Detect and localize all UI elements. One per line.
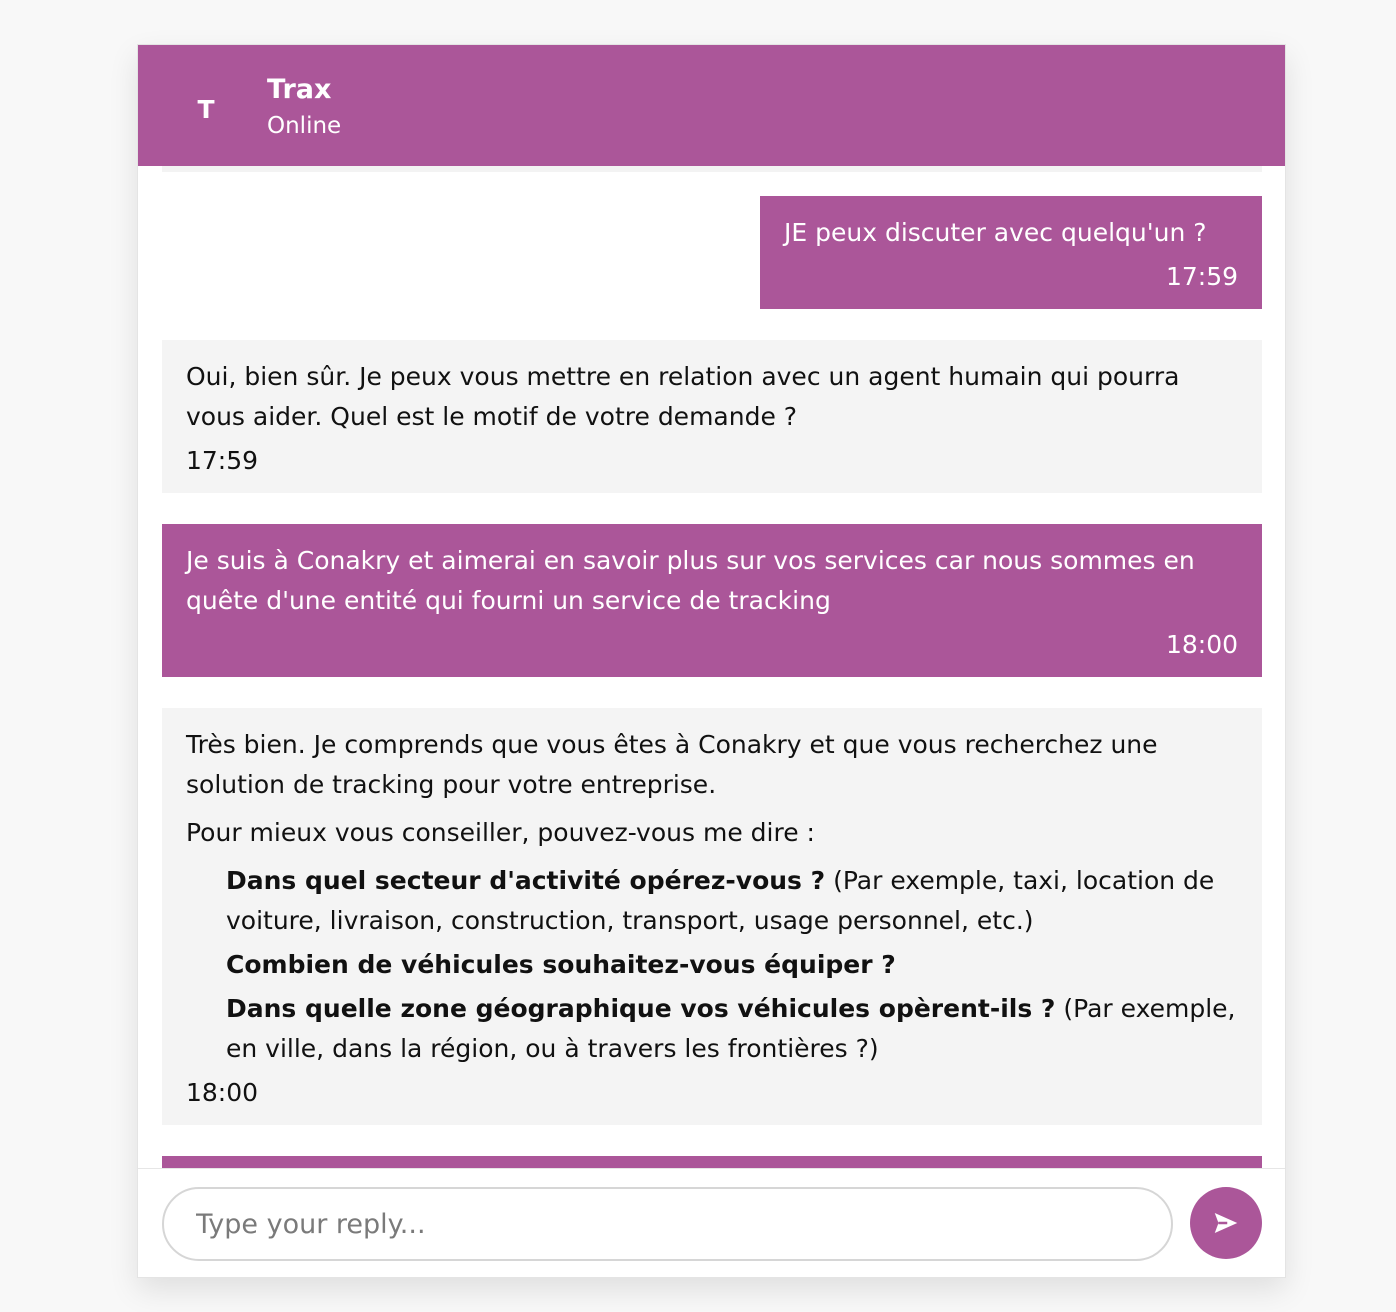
reply-input[interactable] bbox=[162, 1187, 1173, 1261]
previous-message-edge bbox=[162, 166, 1262, 172]
message-time: 18:00 bbox=[1165, 630, 1238, 659]
message-list[interactable] bbox=[138, 166, 1285, 1168]
list-item bbox=[226, 861, 1238, 941]
chat-window bbox=[137, 44, 1286, 1278]
next-message-edge bbox=[162, 1156, 1262, 1168]
bot-message bbox=[162, 340, 1262, 493]
message-text: Pour mieux vous conseiller, pouvez-vous me dire : bbox=[186, 818, 815, 847]
send-button[interactable] bbox=[1190, 1187, 1262, 1259]
list-item bbox=[226, 945, 1238, 985]
message-text: JE peux discuter avec quelqu'un ? bbox=[784, 218, 1207, 247]
message-text: Très bien. Je comprends que vous êtes à Conakry et que vous recherchez une solution de tracking pour votre entreprise. bbox=[186, 730, 1158, 799]
avatar: T bbox=[197, 94, 215, 124]
chat-header bbox=[138, 45, 1285, 166]
question-list bbox=[186, 861, 1238, 1069]
message-text: Je suis à Conakry et aimerai en savoir plus sur vos services car nous sommes en quête d'une entité qui fourni un service de tracking bbox=[186, 546, 1195, 615]
user-message bbox=[162, 524, 1262, 677]
list-item bbox=[226, 989, 1238, 1069]
question-text: Dans quelle zone géographique vos véhicules opèrent-ils ? bbox=[226, 994, 1056, 1023]
question-detail: (Par exemple, taxi, location de voiture, livraison, construction, transport, usage personnel, etc.) bbox=[226, 866, 1215, 935]
message-time: 17:59 bbox=[1165, 262, 1238, 291]
composer bbox=[138, 1168, 1285, 1278]
message-text: Oui, bien sûr. Je peux vous mettre en relation avec un agent humain qui pourra vous aider. Quel est le motif de votre demande ? bbox=[186, 362, 1180, 431]
question-detail: (Par exemple, en ville, dans la région, ou à travers les frontières ?) bbox=[226, 994, 1236, 1063]
user-message bbox=[760, 196, 1262, 309]
bot-message bbox=[162, 708, 1262, 1125]
bot-name: Trax bbox=[267, 74, 332, 105]
send-icon bbox=[1211, 1208, 1241, 1238]
bot-status: Online bbox=[267, 113, 342, 139]
question-text: Combien de véhicules souhaitez-vous équiper ? bbox=[226, 950, 896, 979]
message-time: 17:59 bbox=[186, 446, 259, 475]
message-time: 18:00 bbox=[186, 1078, 259, 1107]
question-text: Dans quel secteur d'activité opérez-vous ? bbox=[226, 866, 826, 895]
